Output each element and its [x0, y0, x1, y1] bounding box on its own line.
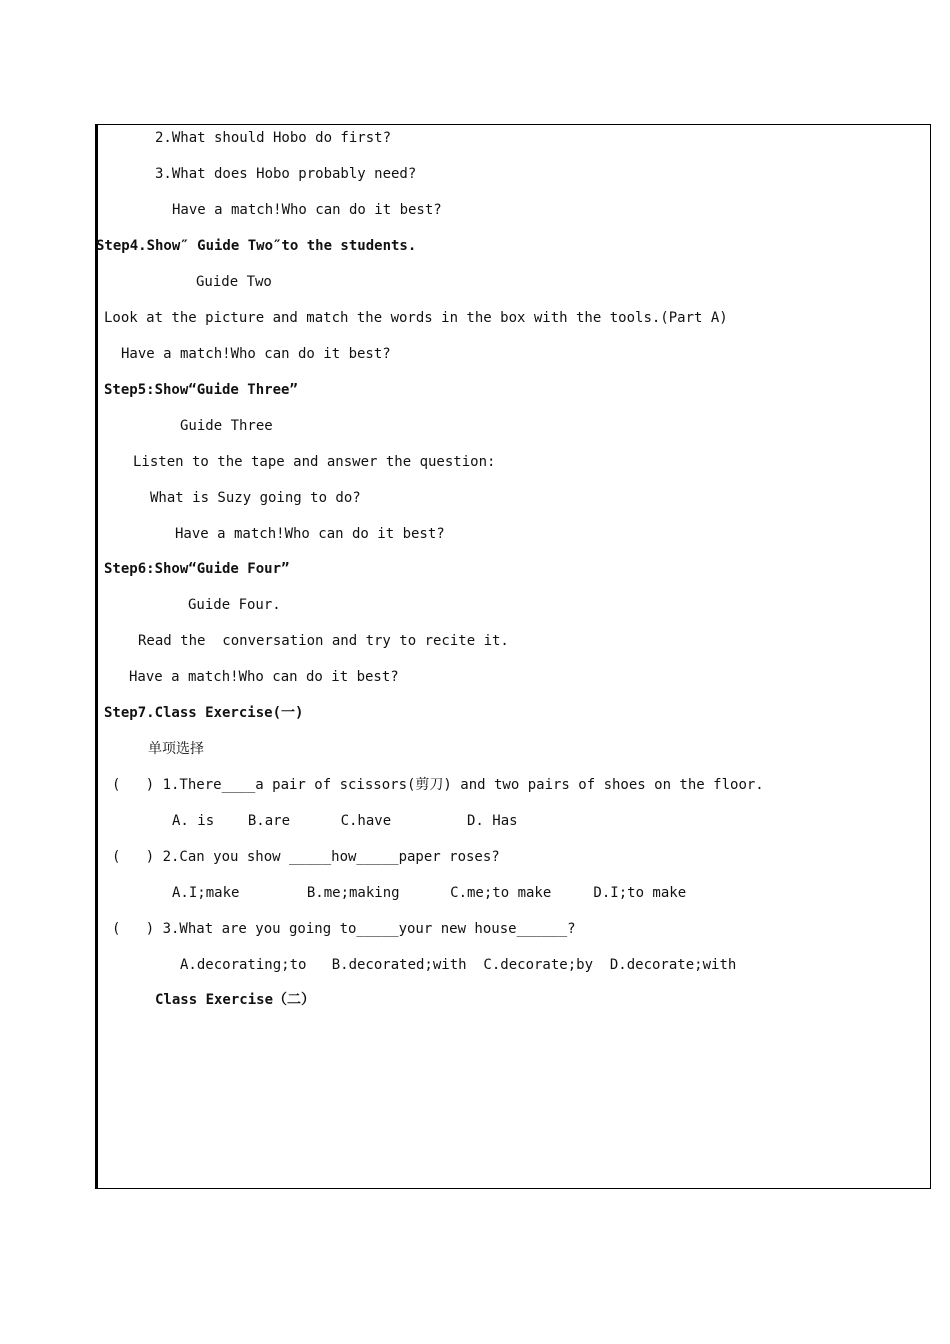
- guide-two-title: Guide Two: [196, 274, 272, 290]
- question-2: 2.What should Hobo do first?: [155, 130, 392, 146]
- exercise-question-1: ( ) 1.There____a pair of scissors(剪刀) and two pairs of shoes on the floor.: [112, 777, 764, 793]
- exercise-options-3: A.decorating;to B.decorated;with C.decorate;by D.decorate;with: [180, 957, 737, 973]
- step5-heading: Step5:Show“Guide Three”: [104, 382, 298, 398]
- question-3: 3.What does Hobo probably need?: [155, 166, 417, 182]
- exercise-question-3: ( ) 3.What are you going to_____your new house______?: [112, 921, 576, 937]
- guide-four-title: Guide Four.: [188, 597, 281, 613]
- step7-heading: Step7.Class Exercise(一): [104, 705, 304, 721]
- guide-three-instruction: Listen to the tape and answer the question:: [133, 454, 496, 470]
- exercise-options-2: A.I;make B.me;making C.me;to make D.I;to make: [172, 885, 687, 901]
- match-line: Have a match!Who can do it best?: [172, 202, 442, 218]
- class-exercise-two-heading: Class Exercise（二）: [155, 992, 316, 1008]
- match-line: Have a match!Who can do it best?: [175, 526, 445, 542]
- match-line: Have a match!Who can do it best?: [121, 346, 391, 362]
- step4-heading: Step4.Show″ Guide Two″to the students.: [96, 238, 417, 254]
- guide-two-instruction: Look at the picture and match the words in the box with the tools.(Part A): [104, 310, 728, 326]
- step6-heading: Step6:Show“Guide Four”: [104, 561, 290, 577]
- match-line: Have a match!Who can do it best?: [129, 669, 399, 685]
- guide-four-instruction: Read the conversation and try to recite it.: [138, 633, 509, 649]
- exercise-type-label: 单项选择: [148, 741, 204, 757]
- guide-three-question: What is Suzy going to do?: [150, 490, 361, 506]
- exercise-options-1: A. is B.are C.have D. Has: [172, 813, 518, 829]
- guide-three-title: Guide Three: [180, 418, 273, 434]
- exercise-question-2: ( ) 2.Can you show _____how_____paper roses?: [112, 849, 500, 865]
